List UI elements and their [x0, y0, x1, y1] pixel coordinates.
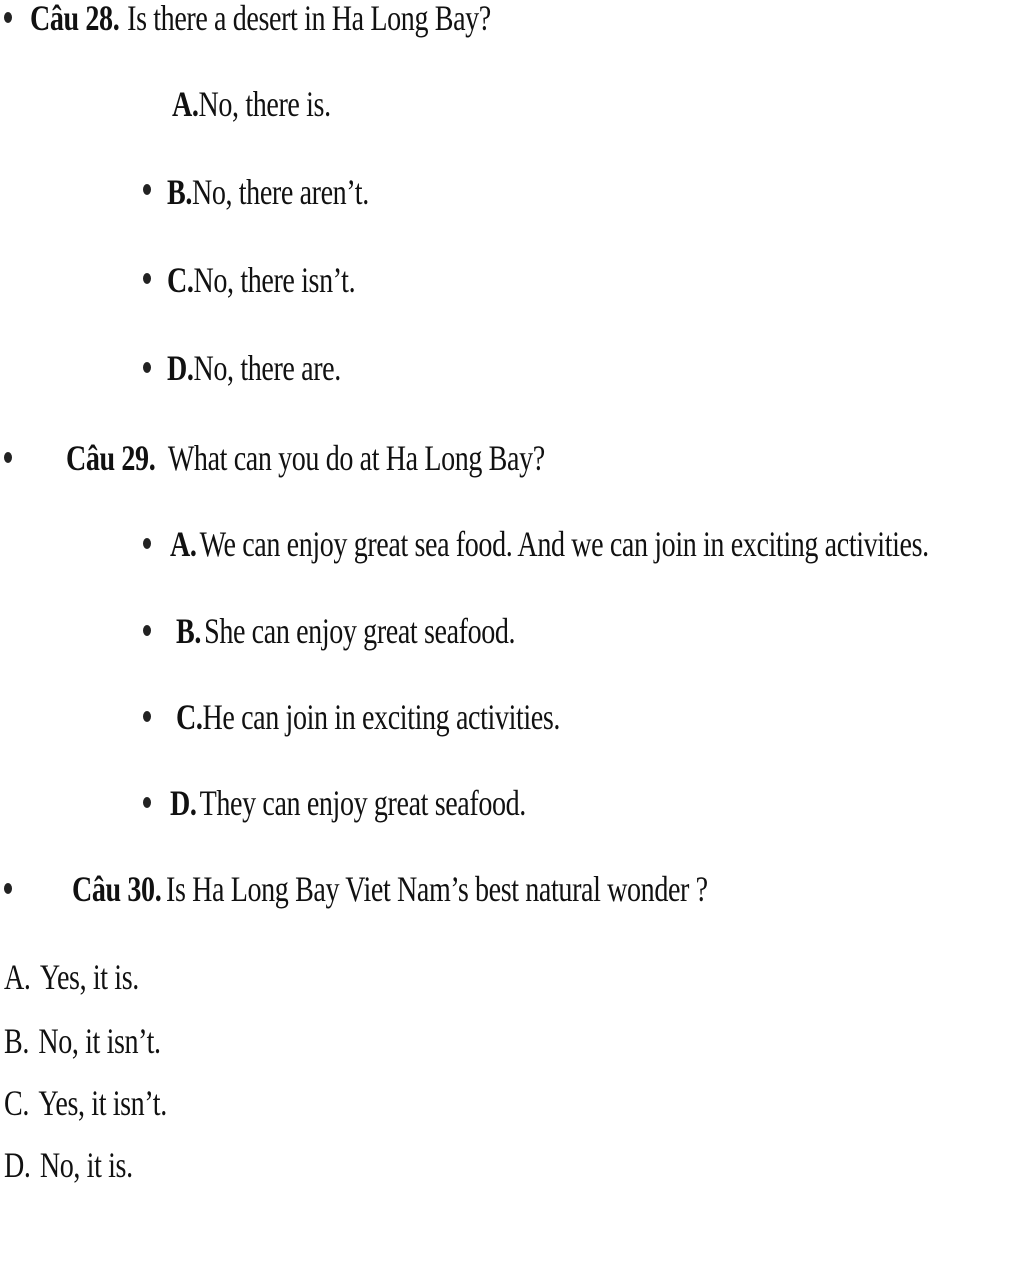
question-label: Câu 29.: [66, 438, 156, 478]
question-text: Is there a desert in Ha Long Bay?: [127, 0, 491, 38]
bullet-icon: [4, 883, 12, 894]
option-30-c[interactable]: [4, 1081, 167, 1125]
option-28-a[interactable]: [172, 82, 331, 126]
option-letter: B.: [167, 172, 192, 212]
question-text: Is Ha Long Bay Viet Nam’s best natural wonder ?: [166, 869, 708, 909]
option-text: Yes, it isn’t.: [38, 1083, 167, 1123]
option-text: Yes, it is.: [39, 957, 139, 997]
option-29-c[interactable]: [176, 695, 560, 739]
option-text: We can enjoy great sea food. And we can join in exciting activities.: [199, 524, 929, 564]
bullet-icon: [143, 273, 151, 284]
option-letter: D.: [4, 1145, 31, 1185]
option-letter: B.: [176, 611, 201, 651]
option-letter: B.: [4, 1021, 29, 1061]
option-text: No, it is.: [39, 1145, 133, 1185]
option-letter: C.: [167, 260, 194, 300]
bullet-icon: [143, 711, 151, 722]
option-text: No, there is.: [198, 84, 331, 124]
bullet-icon: [143, 538, 151, 549]
option-text: No, there isn’t.: [193, 260, 356, 300]
bullet-icon: [4, 452, 12, 463]
question-text: What can you do at Ha Long Bay?: [167, 438, 545, 478]
option-letter: A.: [4, 957, 31, 997]
question-29: [66, 436, 545, 480]
option-text: They can enjoy great seafood.: [199, 783, 526, 823]
option-29-b[interactable]: [176, 609, 515, 653]
question-label: Câu 28.: [30, 0, 120, 38]
option-text: No, it isn’t.: [38, 1021, 161, 1061]
option-text: He can join in exciting activities.: [202, 697, 561, 737]
bullet-icon: [4, 12, 12, 23]
option-letter: C.: [4, 1083, 29, 1123]
option-29-a[interactable]: [170, 522, 929, 566]
bullet-icon: [143, 797, 151, 808]
bullet-icon: [143, 184, 151, 195]
bullet-icon: [143, 625, 151, 636]
option-text: No, there are.: [193, 348, 341, 388]
option-29-d[interactable]: [170, 781, 526, 825]
option-text: She can enjoy great seafood.: [204, 611, 516, 651]
option-28-c[interactable]: [167, 258, 355, 302]
option-text: No, there aren’t.: [191, 172, 369, 212]
question-28: [30, 0, 491, 40]
option-30-d[interactable]: [4, 1143, 133, 1187]
question-30: [72, 867, 708, 911]
option-30-a[interactable]: [4, 955, 139, 999]
option-letter: D.: [170, 783, 197, 823]
option-28-d[interactable]: [167, 346, 341, 390]
option-letter: A.: [172, 84, 199, 124]
option-30-b[interactable]: [4, 1019, 161, 1063]
option-letter: C.: [176, 697, 203, 737]
option-letter: A.: [170, 524, 197, 564]
question-label: Câu 30.: [72, 869, 162, 909]
option-28-b[interactable]: [167, 170, 369, 214]
option-letter: D.: [167, 348, 194, 388]
bullet-icon: [143, 362, 151, 373]
